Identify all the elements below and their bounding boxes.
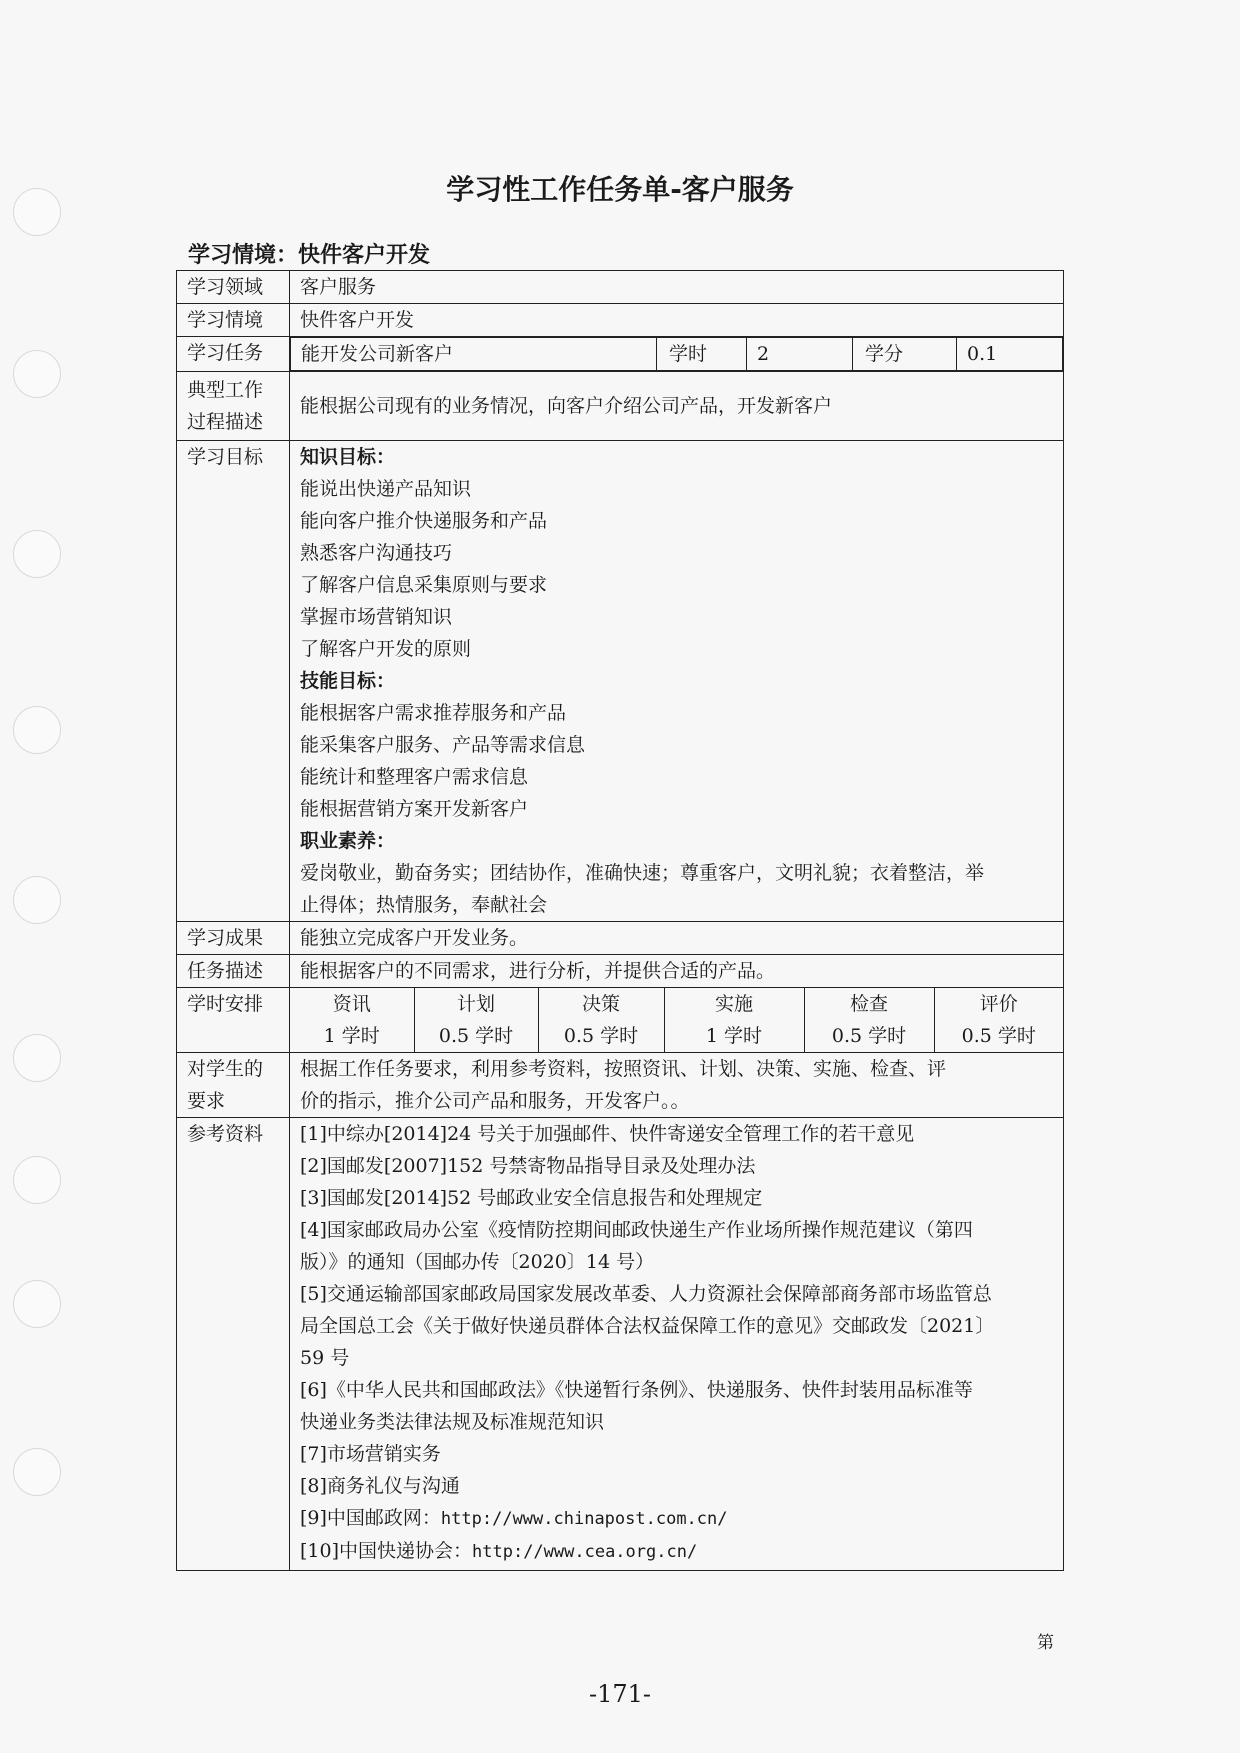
reference-prefix: [9]中国邮政网：	[300, 1507, 441, 1529]
schedule-phase: 评价	[979, 993, 1018, 1015]
reference-item: [1]中综办[2014]24 号关于加强邮件、快件寄递安全管理工作的若干意见	[300, 1123, 915, 1145]
row-label: 参考资料	[177, 1118, 290, 1571]
row-outcome	[177, 922, 1064, 955]
row-requirements	[177, 1053, 1064, 1118]
reference-item	[300, 1502, 1063, 1535]
list-item: 能根据营销方案开发新客户	[300, 798, 529, 820]
schedule-hours: 0.5 学时	[563, 1025, 639, 1047]
schedule-phase: 资讯	[332, 993, 371, 1015]
quality-text: 止得体；热情服务，奉献社会	[300, 894, 548, 916]
schedule-table	[290, 988, 1063, 1052]
row-task	[177, 337, 1064, 372]
row-value: 快件客户开发	[290, 304, 1064, 337]
schedule-cell	[934, 988, 1063, 1052]
schedule-cell	[804, 988, 934, 1052]
schedule-hours: 1 学时	[705, 1025, 763, 1047]
page-number: -171-	[588, 1680, 652, 1708]
schedule-phase: 检查	[849, 993, 888, 1015]
binder-hole	[13, 350, 61, 398]
row-label: 过程描述	[187, 411, 264, 433]
page-title: 学习性工作任务单-客户服务	[446, 173, 794, 206]
section-subtitle: 学习情境：快件客户开发	[188, 243, 431, 268]
row-label: 学习成果	[177, 922, 290, 955]
list-item: 能说出快递产品知识	[300, 478, 472, 500]
list-item: 能采集客户服务、产品等需求信息	[300, 734, 586, 756]
reference-item: [2]国邮发[2007]152 号禁寄物品指导目录及处理办法	[300, 1155, 756, 1177]
reference-item: 快递业务类法律法规及标准规范知识	[300, 1411, 605, 1433]
row-label: 学习任务	[177, 337, 290, 372]
reference-link[interactable]: http://www.cea.org.cn/	[472, 1542, 698, 1562]
schedule-cell	[290, 988, 414, 1052]
reference-item: [6]《中华人民共和国邮政法》《快递暂行条例》、快递服务、快件封装用品标准等	[300, 1379, 973, 1401]
row-label: 学时安排	[177, 988, 290, 1053]
list-item: 了解客户信息采集原则与要求	[300, 574, 548, 596]
list-item: 熟悉客户沟通技巧	[300, 542, 453, 564]
reference-item: 版）》的通知（国邮办传〔2020〕14 号）	[300, 1251, 655, 1273]
credit-value: 0.1	[957, 338, 1063, 371]
row-value: 客户服务	[290, 271, 1064, 304]
list-item: 能向客户推介快递服务和产品	[300, 510, 548, 532]
reference-item: [5]交通运输部国家邮政局国家发展改革委、人力资源社会保障部商务部市场监管总	[300, 1283, 992, 1305]
list-item: 能根据客户需求推荐服务和产品	[300, 702, 567, 724]
schedule-hours: 1 学时	[323, 1025, 380, 1047]
row-schedule	[177, 988, 1064, 1053]
schedule-cell	[538, 988, 664, 1052]
hours-value: 2	[747, 338, 853, 371]
page-footnote: 第	[1037, 1633, 1054, 1653]
requirements-text: 价的指示，推介公司产品和服务，开发客户。。	[300, 1090, 690, 1112]
schedule-hours: 0.5 学时	[438, 1025, 514, 1047]
credit-label: 学分	[853, 338, 957, 371]
reference-item: [8]商务礼仪与沟通	[300, 1475, 460, 1497]
reference-link[interactable]: http://www.chinapost.com.cn/	[440, 1509, 728, 1529]
schedule-phase: 计划	[456, 993, 495, 1015]
row-value: 能根据客户的不同需求，进行分析，并提供合适的产品。	[290, 955, 1064, 988]
row-situation	[177, 304, 1064, 337]
list-item: 掌握市场营销知识	[300, 606, 453, 628]
task-detail-table	[290, 337, 1063, 371]
binder-hole	[13, 1280, 61, 1328]
list-item: 能统计和整理客户需求信息	[300, 766, 529, 788]
knowledge-heading: 知识目标：	[300, 446, 396, 468]
binder-hole	[13, 1034, 61, 1082]
row-references	[177, 1118, 1064, 1571]
schedule-hours: 0.5 学时	[831, 1025, 907, 1047]
reference-item: [7]市场营销实务	[300, 1443, 441, 1465]
row-goals	[177, 441, 1064, 922]
row-label: 学习情境	[177, 304, 290, 337]
row-process	[177, 372, 1064, 441]
row-label: 对学生的	[187, 1058, 264, 1080]
skill-heading: 技能目标：	[300, 670, 396, 692]
task-table	[176, 270, 1064, 1571]
hours-label: 学时	[657, 338, 747, 371]
schedule-cell	[664, 988, 804, 1052]
reference-item	[300, 1535, 1063, 1568]
row-label: 典型工作	[187, 379, 264, 401]
schedule-hours: 0.5 学时	[961, 1025, 1036, 1047]
schedule-phase: 实施	[714, 993, 753, 1015]
reference-item: 59 号	[300, 1347, 350, 1369]
row-label: 学习目标	[177, 441, 290, 922]
row-value: 能根据公司现有的业务情况，向客户介绍公司产品，开发新客户	[290, 372, 1064, 441]
binder-hole	[13, 706, 61, 754]
requirements-text: 根据工作任务要求，利用参考资料，按照资讯、计划、决策、实施、检查、评	[300, 1058, 947, 1080]
row-domain	[177, 271, 1064, 304]
reference-item: [4]国家邮政局办公室《疫情防控期间邮政快递生产作业场所操作规范建议（第四	[300, 1219, 973, 1241]
reference-item: [3]国邮发[2014]52 号邮政业安全信息报告和处理规定	[300, 1187, 763, 1209]
reference-prefix: [10]中国快递协会：	[300, 1540, 473, 1562]
schedule-phase: 决策	[581, 993, 620, 1015]
binder-hole	[13, 1448, 61, 1496]
binder-hole	[13, 876, 61, 924]
schedule-cell	[414, 988, 538, 1052]
row-description	[177, 955, 1064, 988]
binder-hole	[13, 530, 61, 578]
row-label: 要求	[187, 1090, 226, 1112]
binder-hole	[13, 1156, 61, 1204]
row-value: 能独立完成客户开发业务。	[290, 922, 1064, 955]
quality-heading: 职业素养：	[300, 830, 396, 852]
list-item: 了解客户开发的原则	[300, 638, 472, 660]
row-label: 学习领域	[177, 271, 290, 304]
task-value: 能开发公司新客户	[291, 338, 657, 371]
reference-item: 局全国总工会《关于做好快递员群体合法权益保障工作的意见》交邮政发〔2021〕	[300, 1315, 995, 1337]
quality-text: 爱岗敬业，勤奋务实；团结协作，准确快速；尊重客户，文明礼貌；衣着整洁，举	[300, 862, 985, 884]
row-label: 任务描述	[177, 955, 290, 988]
